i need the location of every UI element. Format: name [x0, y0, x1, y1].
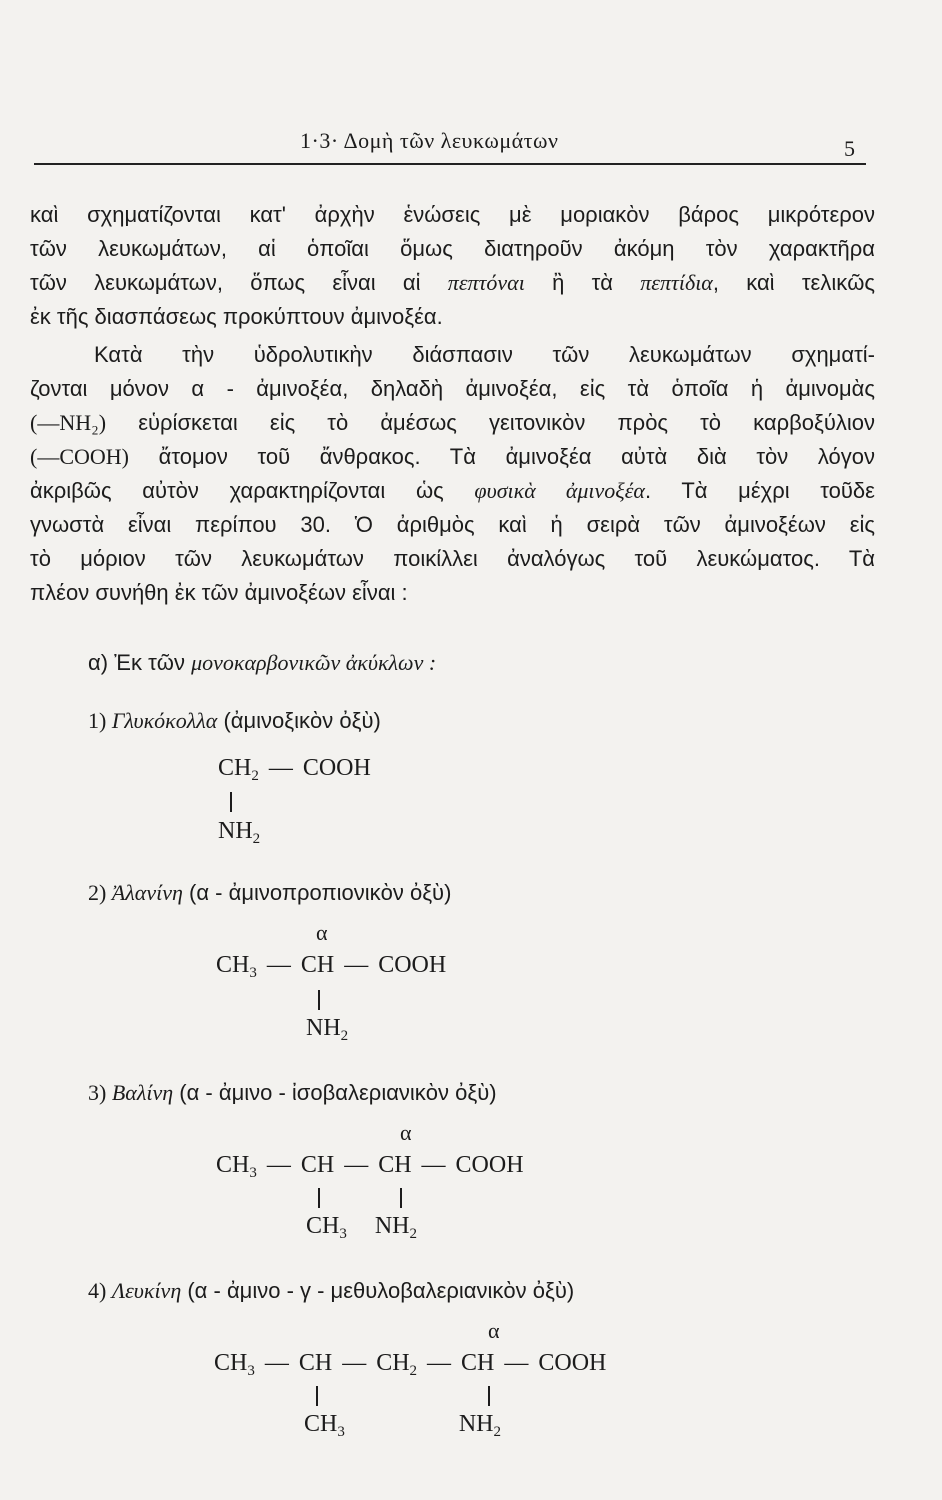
leucine-formula-row-1: $CH_3$ — CH — $CH_2$ — CH — COOH: [214, 1350, 607, 1379]
alpha-label: α: [400, 1120, 412, 1145]
compound-name: Βαλίνη: [111, 1080, 174, 1105]
amino-group-formula: (—NH₂): [30, 410, 107, 435]
alpha-label: α: [316, 920, 328, 945]
text-line: τῶν λευκωμάτων, αἱ ὁποῖαι ὅμως διατηροῦν ἀκόμη τὸν χαρακτῆρα: [30, 236, 875, 261]
leucine-formula-row-2: $CH_3$ $NH_2$: [304, 1411, 502, 1440]
section-a-heading: α) Ἐκ τῶν μονοκαρβονικῶν ἀκύκλων :: [88, 650, 437, 675]
paragraph-1: [30, 198, 875, 334]
italic-term: πεπτίδια: [640, 270, 713, 295]
valine-formula-row-2: $CH_3$ $NH_2$: [306, 1213, 418, 1242]
glycine-formula-row-2: $NH_2$: [218, 818, 261, 847]
text-line: (—COOH) ἄτομον τοῦ ἄνθρακος. Τὰ ἀμινοξέα αὐτὰ διὰ τὸν λόγον: [30, 444, 875, 469]
text-line: τὸ μόριον τῶν λευκωμάτων ποικίλλει ἀναλόγως τοῦ λευκώματος. Τὰ: [30, 546, 875, 571]
compound-name: Γλυκόκολλα: [111, 708, 218, 733]
header-title: 1·3· Δομὴ τῶν λευκωμάτων: [300, 128, 559, 153]
leucine-bond-2: [488, 1386, 490, 1406]
item-4-heading: 4) Λευκίνη (α - ἀμινο - γ - μεθυλοβαλεριανικὸν ὀξὺ): [88, 1278, 575, 1303]
glycine-formula-row-1: $CH_2$ — COOH: [218, 755, 371, 784]
valine-bond-1: [318, 1188, 320, 1208]
compound-name: Λευκίνη: [111, 1278, 182, 1303]
text-line: Κατὰ τὴν ὑδρολυτικὴν διάσπασιν τῶν λευκωμάτων σχηματί-: [94, 342, 875, 367]
valine-bond-2: [400, 1188, 402, 1208]
item-3-heading: 3) Βαλίνη (α - ἀμινο - ἰσοβαλεριανικὸν ὀξὺ): [88, 1080, 497, 1105]
running-header: [0, 128, 942, 161]
item-1-heading: 1) Γλυκόκολλα (ἀμινοξικὸν ὀξὺ): [88, 708, 381, 733]
text-line: ζονται μόνον α - ἀμινοξέα, δηλαδὴ ἀμινοξέα, εἰς τὰ ὁποῖα ἡ ἀμινομὰς: [30, 376, 875, 401]
text-line: ἀκριβῶς αὐτὸν χαρακτηρίζονται ὡς φυσικὰ ἀμινοξέα. Τὰ μέχρι τοῦδε: [30, 478, 875, 503]
carboxyl-group-formula: (—COOH): [30, 444, 129, 469]
leucine-bond-1: [316, 1386, 318, 1406]
text-line: καὶ σχηματίζονται κατ' ἀρχὴν ἑνώσεις μὲ μοριακὸν βάρος μικρότερον: [30, 202, 875, 227]
alpha-label: α: [488, 1318, 500, 1343]
compound-name: Ἀλανίνη: [111, 880, 183, 905]
italic-term: φυσικὰ ἀμινοξέα: [474, 478, 645, 503]
valine-formula-row-1: $CH_3$ — CH — CH — COOH: [216, 1152, 524, 1181]
alanine-formula-row-2: $NH_2$: [306, 1015, 349, 1044]
text-line: τῶν λευκωμάτων, ὅπως εἶναι αἱ πεπτόναι ἢ τὰ πεπτίδια, καὶ τελικῶς: [30, 270, 876, 295]
alanine-formula-row-1: $CH_3$ — CH — COOH: [216, 952, 447, 981]
text-line: ἐκ τῆς διασπάσεως προκύπτουν ἀμινοξέα.: [30, 304, 443, 329]
paragraph-2: [30, 338, 875, 610]
text-line: πλέον συνήθη ἐκ τῶν ἀμινοξέων εἶναι :: [30, 580, 408, 605]
text-line: (—NH₂) εὑρίσκεται εἰς τὸ ἀμέσως γειτονικὸν πρὸς τὸ καρβοξύλιον: [30, 410, 875, 435]
text-line: γνωστὰ εἶναι περίπου 30. Ὁ ἀριθμὸς καὶ ἡ σειρὰ τῶν ἀμινοξέων εἰς: [30, 512, 875, 537]
header-rule: [34, 163, 866, 165]
item-2-heading: 2) Ἀλανίνη (α - ἀμινοπροπιονικὸν ὀξὺ): [88, 880, 452, 905]
alanine-bond: [318, 990, 320, 1010]
italic-term: πεπτόναι: [447, 270, 525, 295]
page-number: 5: [844, 136, 855, 161]
glycine-bond: [230, 792, 232, 812]
